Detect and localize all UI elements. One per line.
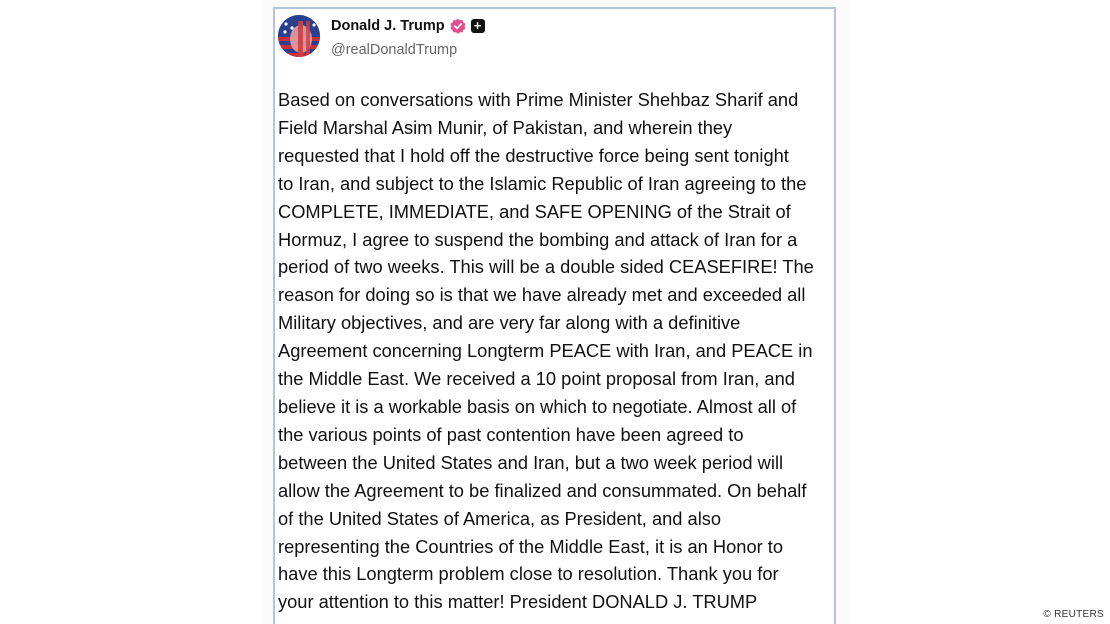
post-body-line: the Middle East. We received a 10 point proposal from Iran, and [278, 368, 795, 390]
post-body-line: have this Longterm problem close to resolution. Thank you for [278, 563, 779, 585]
social-post-card [273, 7, 836, 624]
author-display-name[interactable]: Donald J. Trump [331, 18, 445, 34]
post-body-text [278, 86, 836, 616]
post-body-line: believe it is a workable basis on which to negotiate. Almost all of [278, 395, 797, 417]
post-body-line: of the United States of America, as President, and also [278, 507, 722, 529]
post-body-line: Field Marshal Asim Munir, of Pakistan, and wherein they [278, 116, 733, 138]
post-body-line: Agreement concerning Longterm PEACE with Iran, and PEACE in [278, 340, 813, 362]
post-body-line: requested that I hold off the destructive force being sent tonight [278, 144, 789, 166]
post-body-line: between the United States and Iran, but a two week period will [278, 451, 784, 473]
author-handle[interactable]: @realDonaldTrump [331, 42, 458, 58]
post-body-line: representing the Countries of the Middle East, it is an Honor to [278, 535, 784, 557]
post-body-line: COMPLETE, IMMEDIATE, and SAFE OPENING of the Strait of [278, 200, 791, 222]
profile-avatar[interactable] [278, 15, 320, 57]
post-body-line: Based on conversations with Prime Minister Shehbaz Sharif and [278, 89, 799, 110]
post-body-line: reason for doing so is that we have already met and exceeded all [278, 284, 806, 306]
verified-badge-icon [450, 18, 466, 34]
post-body-line: Hormuz, I agree to suspend the bombing and attack of Iran for a [278, 228, 798, 250]
plus-icon[interactable]: + [471, 19, 485, 33]
photo-credit: © REUTERS [1043, 609, 1104, 620]
author-name-row [331, 15, 485, 37]
post-body-line: your attention to this matter! President DONALD J. TRUMP [278, 591, 758, 613]
post-body-line: allow the Agreement to be finalized and consummated. On behalf [278, 479, 807, 501]
post-body-line: Military objectives, and are very far along with a definitive [278, 312, 741, 334]
post-body-line: to Iran, and subject to the Islamic Republic of Iran agreeing to the [278, 172, 807, 194]
post-body-line: the various points of past contention have been agreed to [278, 423, 744, 445]
post-body-line: period of two weeks. This will be a double sided CEASEFIRE! The [278, 256, 814, 278]
